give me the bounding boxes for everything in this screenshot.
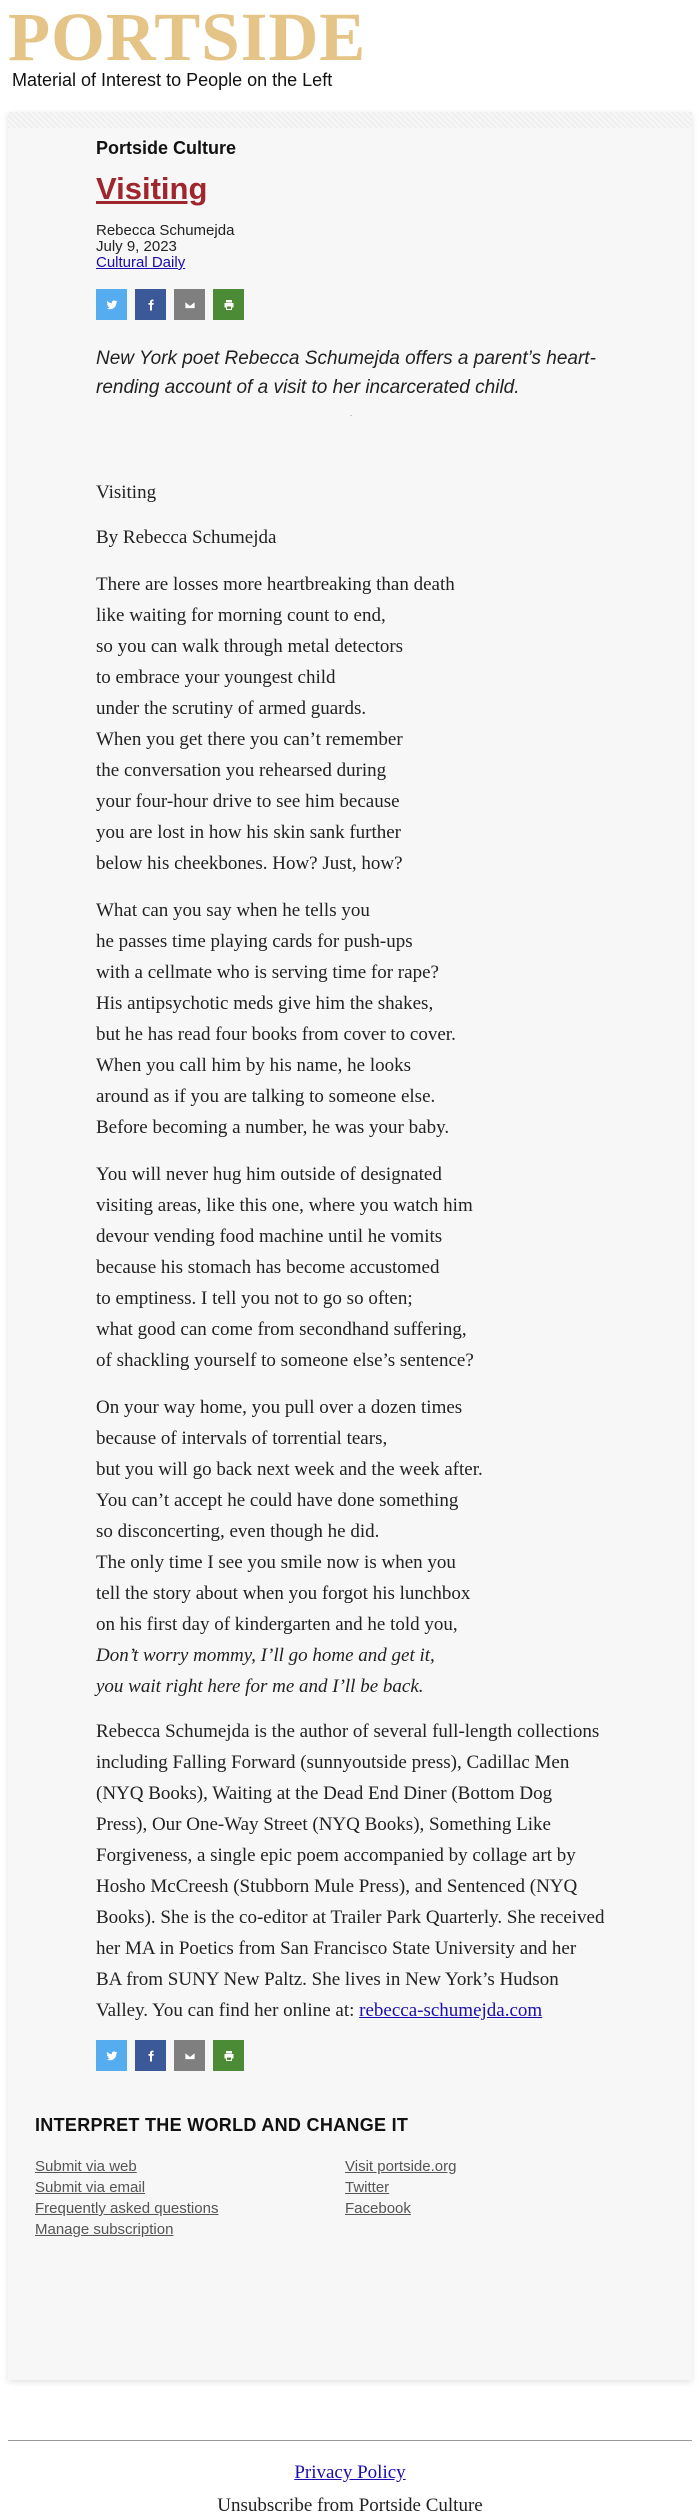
- poem-line: visiting areas, like this one, where you watch him: [96, 1195, 473, 1216]
- poem-body: [96, 477, 605, 2026]
- submit-via-web-link[interactable]: Submit via web: [35, 2158, 137, 2175]
- email-icon: [184, 299, 196, 311]
- byline: [96, 223, 596, 271]
- article-card: [8, 112, 692, 2380]
- poem-line: the conversation you rehearsed during: [96, 760, 387, 781]
- faq-link[interactable]: Frequently asked questions: [35, 2200, 219, 2217]
- privacy-policy-link[interactable]: Privacy Policy: [294, 2462, 406, 2483]
- poem-line: Before becoming a number, he was your baby.: [96, 1117, 450, 1138]
- share-bar-top: [96, 289, 596, 320]
- poem-line: You will never hug him outside of designated: [96, 1164, 442, 1185]
- stanza-2: [96, 895, 596, 1143]
- poem-line: because of intervals of torrential tears,: [96, 1428, 388, 1449]
- email-icon: [184, 2050, 196, 2062]
- stanza-3: [96, 1159, 596, 1376]
- footer: [35, 2115, 655, 2240]
- manage-subscription-link[interactable]: Manage subscription: [35, 2221, 174, 2238]
- poem-line: of shackling yourself to someone else’s sentence?: [96, 1350, 474, 1371]
- share-print-button[interactable]: [213, 289, 244, 320]
- poem-line: you are lost in how his skin sank further: [96, 822, 402, 843]
- twitter-icon: [106, 2050, 118, 2062]
- article-title[interactable]: Visiting: [96, 171, 208, 206]
- masthead: [0, 0, 700, 112]
- card-top-pattern: [8, 112, 692, 128]
- poem-line: what good can come from secondhand suffering,: [96, 1319, 467, 1340]
- footer-divider: [8, 2440, 692, 2441]
- source-link[interactable]: Cultural Daily: [96, 254, 186, 271]
- privacy-row: [0, 2462, 700, 2484]
- submit-via-email-link[interactable]: Submit via email: [35, 2179, 146, 2196]
- print-icon: [223, 299, 235, 311]
- share-email-button[interactable]: [174, 289, 205, 320]
- share-twitter-button[interactable]: [96, 2040, 127, 2071]
- poem-line: around as if you are talking to someone else.: [96, 1086, 436, 1107]
- poem-title: Visiting: [96, 482, 157, 503]
- poem-line: devour vending food machine until he vomits: [96, 1226, 443, 1247]
- twitter-icon: [106, 299, 118, 311]
- visit-portside-link[interactable]: Visit portside.org: [345, 2158, 457, 2175]
- share-email-button[interactable]: [174, 2040, 205, 2071]
- stanza-1: [96, 569, 596, 879]
- print-icon: [223, 2050, 235, 2062]
- poem-line: tell the story about when you forgot his lunchbox: [96, 1583, 471, 1604]
- section-label: Portside Culture: [96, 138, 237, 158]
- share-facebook-button[interactable]: [135, 289, 166, 320]
- unsubscribe-link[interactable]: Unsubscribe from Portside Culture: [217, 2495, 483, 2516]
- poem-line: so you can walk through metal detectors: [96, 636, 404, 657]
- poem-line: What can you say when he tells you: [96, 900, 370, 921]
- poem-line: your four-hour drive to see him because: [96, 791, 400, 812]
- footer-heading: INTERPRET THE WORLD AND CHANGE IT: [35, 2115, 409, 2135]
- author-name: Rebecca Schumejda: [96, 222, 235, 239]
- poem-line: When you call him by his name, he looks: [96, 1055, 412, 1076]
- author-bio: [96, 1716, 606, 2026]
- portside-logo[interactable]: PORTSIDE: [8, 0, 367, 75]
- footer-links: [35, 2156, 655, 2240]
- article-content: [8, 138, 605, 2071]
- share-twitter-button[interactable]: [96, 289, 127, 320]
- share-print-button[interactable]: [213, 2040, 244, 2071]
- poem-line: to embrace your youngest child: [96, 667, 336, 688]
- stanza-4: [96, 1392, 596, 1702]
- author-bio-text: Rebecca Schumejda is the author of several full-length collections including Falling Forward (sunnyoutside press), Cadillac Men (NYQ Books), Waiting at the Dead End Diner (Bottom Dog Press), Our One-Way Street (NYQ Books), Something Like Forgiveness, a single epic poem accompanied by collage art by Hosho McCreesh (Stubborn Mule Press), and Sentenced (NYQ Books). She is the co-editor at Trailer Park Quarterly. She received her MA in Poetics from San Francisco State University and her BA from SUNY New Paltz. She lives in New York’s Hudson Valley. You can find her online at:: [96, 1721, 605, 2021]
- share-facebook-button[interactable]: [135, 2040, 166, 2071]
- poem-line: The only time I see you smile now is when you: [96, 1552, 456, 1573]
- poem-line: but he has read four books from cover to cover.: [96, 1024, 456, 1045]
- article-lede: New York poet Rebecca Schumejda offers a parent’s heart-rending account of a visit to her incarcerated child.: [96, 348, 596, 398]
- poem-line-italic: Don’t worry mommy, I’ll go home and get it,: [96, 1645, 435, 1666]
- poem-line: on his first day of kindergarten and he told you,: [96, 1614, 458, 1635]
- facebook-icon: [145, 299, 157, 311]
- twitter-link[interactable]: Twitter: [345, 2179, 390, 2196]
- tagline: Material of Interest to People on the Left: [12, 70, 333, 90]
- poem-line: below his cheekbones. How? Just, how?: [96, 853, 403, 874]
- poem-line: On your way home, you pull over a dozen times: [96, 1397, 463, 1418]
- poem-line: he passes time playing cards for push-ups: [96, 931, 413, 952]
- footer-links-left: [35, 2156, 345, 2240]
- poem-line: There are losses more heartbreaking than death: [96, 574, 455, 595]
- share-bar-bottom: [96, 2040, 596, 2071]
- poem-line: to emptiness. I tell you not to go so often;: [96, 1288, 413, 1309]
- author-website-link[interactable]: rebecca-schumejda.com: [359, 2000, 543, 2021]
- poem-line: like waiting for morning count to end,: [96, 605, 386, 626]
- poem-line: with a cellmate who is serving time for rape?: [96, 962, 439, 983]
- poem-line: His antipsychotic meds give him the shakes,: [96, 993, 434, 1014]
- facebook-icon: [145, 2050, 157, 2062]
- separator-dot: .: [349, 408, 353, 419]
- poem-line: so disconcerting, even though he did.: [96, 1521, 380, 1542]
- publish-date: July 9, 2023: [96, 238, 177, 255]
- facebook-link[interactable]: Facebook: [345, 2200, 411, 2217]
- poem-line: but you will go back next week and the week after.: [96, 1459, 483, 1480]
- poem-line: You can’t accept he could have done something: [96, 1490, 459, 1511]
- poem-line: When you get there you can’t remember: [96, 729, 403, 750]
- poem-line: under the scrutiny of armed guards.: [96, 698, 367, 719]
- footer-links-right: [345, 2156, 655, 2240]
- poem-line: because his stomach has become accustomed: [96, 1257, 440, 1278]
- poem-line-italic: you wait right here for me and I’ll be back.: [96, 1676, 424, 1697]
- poem-byline: By Rebecca Schumejda: [96, 527, 277, 548]
